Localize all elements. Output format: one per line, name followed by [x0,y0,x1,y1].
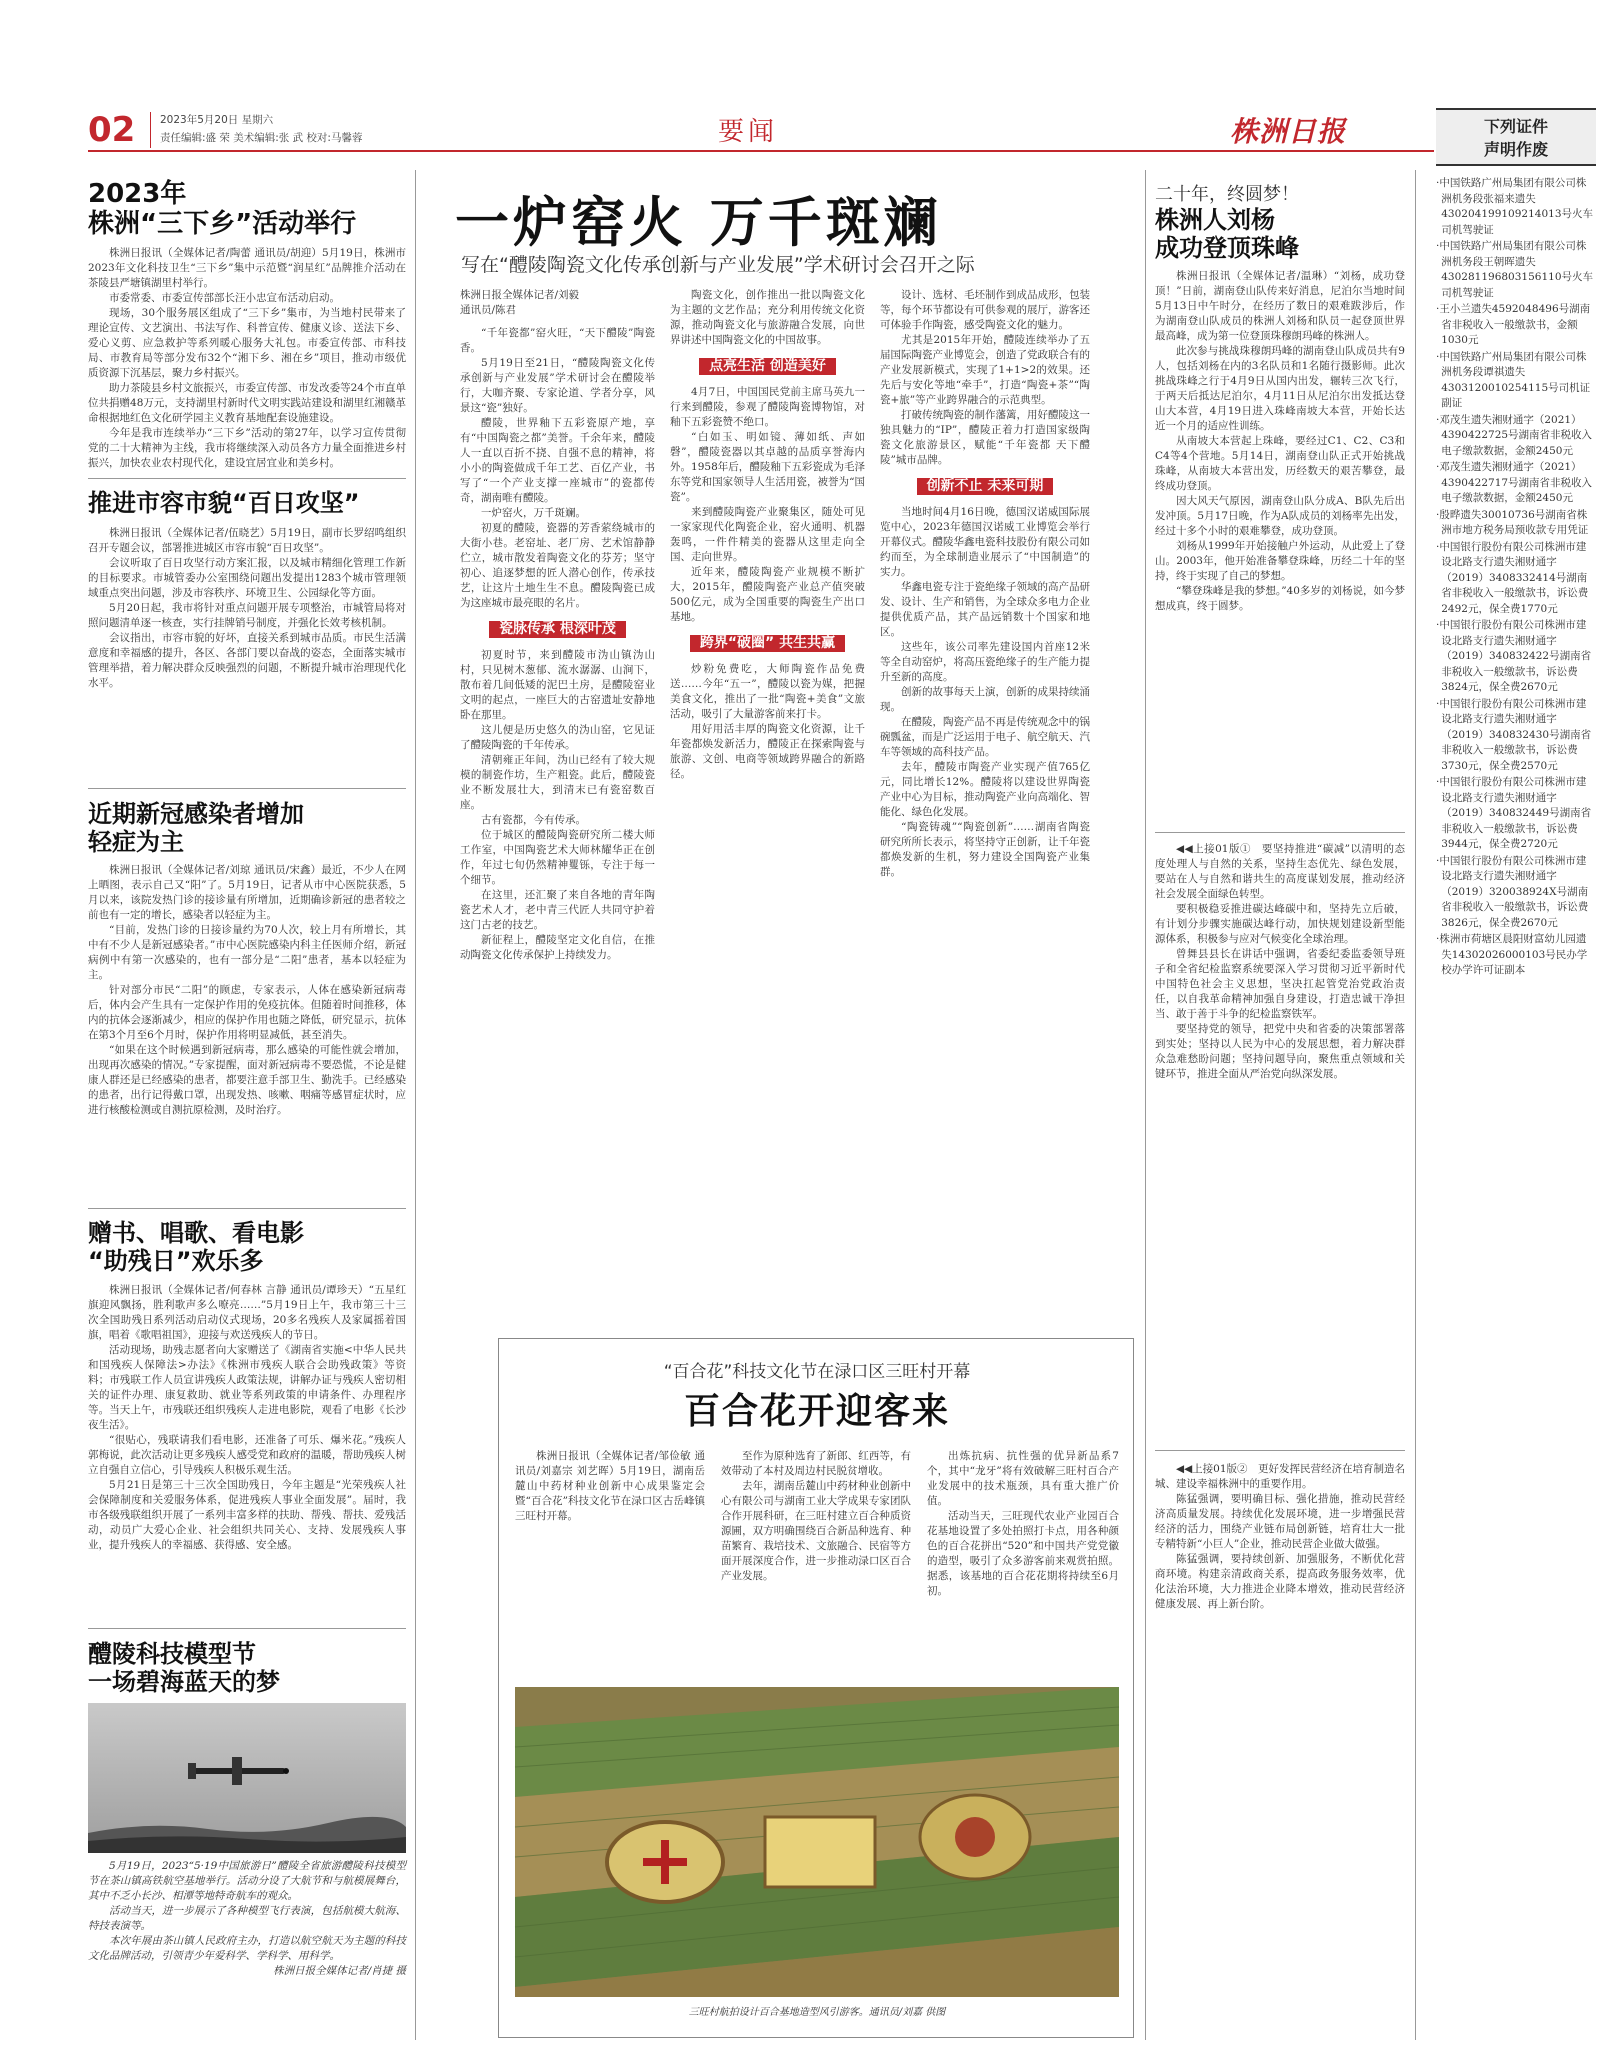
headline-line2: 一场碧海蓝天的梦 [88,1666,280,1696]
paragraph: 陈猛强调，要持续创新、加强服务，不断优化营商环境。构建亲清政商关系，提高政务服务效率，优化法治环境，大力推进企业降本增效，推动民营经济健康发展、再上新台阶。 [1155,1553,1405,1610]
baihe-headline: 百合花开迎客来 [683,1391,950,1432]
notices-title-line2: 声明作废 [1483,140,1548,159]
lily-field-aerial-photo [515,1687,1119,1997]
model-plane-photo [88,1703,406,1853]
paragraph: “陶瓷铸魂”“陶瓷创新”……湖南省陶瓷研究所所长表示，将坚持守正创新，让千年瓷都焕发新的生机，努力建设全国陶瓷产业集群。 [880,821,1090,878]
divider [1155,832,1405,833]
paragraph: 去年，湖南岳麓山中药材种业创新中心有限公司与湖南工业大学成果专家团队合作开展科研，在三旺村建立百合种质资源圃，双方明确围绕百合新品种选育、种苗繁育、栽培技术、文旅融合、民宿等方面开展深度合作，进一步推动渌口区百合产业发展。 [721,1480,911,1582]
paragraph: 要坚持党的领导，把党中央和省委的决策部署落到实处；坚持以人民为中心的发展思想，着力解决群众急难愁盼问题；坚持问题导向，聚焦重点领域和关键环节，推进全面从严治党向纵深发展。 [1155,1023,1405,1080]
paragraph: 活动当天，进一步展示了各种模型飞行表演，包括航模大航海、特技表演等。 [88,1905,406,1933]
headline: 醴陵科技模型节 [88,1639,256,1668]
notice-item: ·中国铁路广州局集团有限公司株洲机务段王朝晖遗失430281196803156110号火车司机驾驶证 [1436,240,1593,299]
notice-item: ·中国铁路广州局集团有限公司株洲机务段谭祺遗失4303120010254115号司机证副证 [1436,350,1591,409]
section-tag [880,478,1090,495]
notice-item: ·中国银行股份有限公司株洲市建设北路支行遗失湘财通字（2019）340832422号湖南省非税收入一般缴款书，诉讼费3824元，保全费2670元 [1436,619,1592,693]
paragraph: 这些年，该公司率先建设国内首座12米等全自动窑炉，将高压瓷绝缘子的生产能力提升至新的高度。 [880,641,1090,683]
baihe-subhead: “百合花”科技文化节在渌口区三旺村开幕 [663,1362,971,1382]
section-tag [670,358,865,375]
article-zhucanri [88,1220,406,1620]
paragraph: 初夏时节，来到醴陵市沩山镇沩山村，只见树木葱郁、流水潺潺、山涧下，散布着几间低矮的泥巴土房，是醴陵窑业文明的起点，一座巨大的古窑遗址安静地卧在那里。 [460,649,655,721]
notice-item: ·中国银行股份有限公司株洲市建设北路支行遗失湘财通字（2019）340833241​4号湖南省非税收入一般缴款书，诉讼费2492元，保全费1770元 [1436,540,1589,615]
notice-item: ·中国银行股份有限公司株洲市建设北路支行遗失湘财通字（2019）320038924​X号湖南省非税收入一般缴款书，诉讼费3826元，保全费2670元 [1436,854,1589,929]
main-feature [425,180,1135,961]
feature-column-3 [880,288,1090,1333]
baihe-box [498,1338,1134,2038]
headline-kicker: 2023年 [88,179,187,209]
paragraph: 去年，醴陵市陶瓷产业实现产值765亿元，同比增长12%。醴陵将以建设世界陶瓷产业中心为目标，推动陶瓷产业向高端化、智能化、绿色化发展。 [880,761,1090,818]
paragraph: 一炉窑火，万千斑斓。 [481,507,586,519]
paragraph: 会议听取了百日攻坚行动方案汇报，以及城市精细化管理工作新的目标要求。市城管委办公室围绕问题出发提出1283个城市管理领域重点突出问题，涉及市容秩序、环境卫生、公园绿化等方面。 [88,556,406,599]
feature-column-1 [460,288,655,1333]
paragraph: 在醴陵，陶瓷产品不再是传统观念中的锅碗瓢盆，而是广泛运用于电子、航空航天、汽车等领域的高科技产品。 [880,716,1090,758]
article-liuyang [1155,180,1405,825]
paragraph: 株洲日报讯（全媒体记者/何春林 言静 通讯员/谭珍天）“五星红旗迎风飘扬，胜利歌声多么嘹亮……”5月19日上午，我市第三十三次全国助残日系列活动启动仪式现场，20多名残疾人及家属摇着国旗，唱着《歌唱祖国》，迎接与欢送残疾人的节日。 [88,1284,406,1342]
paragraph: 在这里，还汇聚了来自各地的青年陶瓷艺术人才，老中青三代匠人共同守护着这门古老的技艺。 [460,889,655,931]
page-number: 02 [88,110,136,150]
paragraph: 新征程上，醴陵坚定文化自信，在推动陶瓷文化传承保护上持续发力。 [460,934,655,961]
paragraph: 此次参与挑战珠穆朗玛峰的湖南登山队成员共有9人，包括刘杨在内的3名队员和1名随行摄影师。此次挑战珠峰之行于4月9日从国内出发，辗转三次飞行，于两天后抵达尼泊尔，4月11日从尼泊尔出发抵达登山大本营，4月19日进入珠峰南坡大本营，开始长达近一个月的适应性训练。 [1155,345,1405,433]
paragraph: 株洲日报讯（全媒体记者/陶蕾 通讯员/胡迎）5月19日，株洲市2023年文化科技卫生“三下乡”集中示范暨“润星红”品牌推介活动在茶陵县严塘镇湖里村举行。 [88,246,406,289]
divider [88,1208,406,1209]
kicker: 二十年，终圆梦！ [1155,184,1299,205]
article-body [88,246,406,471]
paragraph: “目前，发热门诊的日接诊量约为70人次，较上月有所增长，其中有不少人是新冠感染者。”市中心医院感染内科主任医师介绍，新冠病例中有第一次感染的，也有一部分是“二阳”患者，基本以轻症为主。 [88,924,406,982]
article-body [88,863,406,1118]
paragraph: 古有瓷都，今有传承。 [481,814,586,826]
masthead-divider [150,112,151,148]
paragraph: “白如玉、明如镜、薄如纸、声如磬”，醴陵瓷器以其卓越的品质享誉海内外。1958年后，醴陵釉下五彩瓷成为毛泽东等党和国家领导人生活用瓷，被誉为“国瓷”。 [670,431,865,503]
headline: 株洲“三下乡”活动举行 [88,208,357,239]
notices-panel [1436,108,1596,2028]
paragraph: 当地时间4月16日晚，德国汉诺威国际展览中心，2023年德国汉诺威工业博览会举行开幕仪式。醴陵华鑫电瓷科技股份有限公司如约而至，为全球制造业展示了“中国制造”的实力。 [880,506,1090,578]
headline: 近期新冠感染者增加 [88,799,304,828]
paragraph: 创新的故事每天上演，创新的成果持续涌现。 [880,686,1090,713]
paragraph: “千年瓷都”窑火旺，“天下醴陵”陶瓷香。 [460,327,655,354]
paragraph: 5月19日至21日，“醴陵陶瓷文化传承创新与产业发展”学术研讨会在醴陵举行，大咖齐聚、专家论道、学者分享，风景这“瓷”独好。 [460,357,655,414]
headline-line2: 轻症为主 [88,826,184,856]
paragraph: 本次年展由茶山镇人民政府主办，打造以航空航天为主题的科技文化品牌活动，引领青少年爱科学、学科学、用科学。 [88,1935,406,1963]
paragraph: ◀◀上接01版① 要坚持推进“碳减”以清明的态度处理人与自然的关系，坚持生态优先、绿色发展，要站在人与自然和谐共生的高度谋划发展，推动经济社会发展全面绿色转型。 [1155,843,1405,900]
article-body [1155,269,1405,614]
headline: 赠书、唱歌、看电影 [88,1219,304,1247]
notices-title: 下列证件 [1483,117,1548,136]
paragraph: “如果在这个时候遇到新冠病毒，那么感染的可能性就会增加，出现再次感染的情况。”专家提醒，面对新冠病毒不要恐慌，不论是健康人群还是已经感染的患者，都要注意手部卫生、勤洗手。已经感染的患者，出行记得戴口罩，出现发热、咳嗽、咽痛等感冒症状时，应进行核酸检测或自测抗原检测，及时治疗。 [88,1044,406,1117]
paragraph: 来到醴陵陶瓷产业聚集区，随处可见一家家现代化陶瓷企业，窑火通明、机器轰鸣，一件件精美的瓷器从这里走向全国、走向世界。 [670,506,865,563]
byline: 通讯员/陈君 [460,304,517,316]
divider [1155,1450,1405,1451]
paragraph: 活动现场，助残志愿者向大家赠送了《湖南省实施<中华人民共和国残疾人保障法>办法》《株洲市残疾人联合会助残政策》等资料；市残联工作人员宣讲残疾人政策法规，讲解办证与残疾人密切相关的证件办理、康复救助、就业等系列政策的申请条件、办理程序等。当天上午，市残联还组织残疾人走进电影院，观看了电影《长沙夜生活》。 [88,1344,406,1432]
column-rule [1415,170,1416,2040]
paragraph: 初夏的醴陵，瓷器的芳香萦绕城市的大街小巷。老窑址、老厂房、艺术馆静静伫立，城市散发着陶瓷文化的芬芳；坚守初心、追逐梦想的匠人潜心创作，传承技艺，让这片土地生生不息。醴陵陶瓷已成为这座城市最亮眼的名片。 [460,522,655,609]
main-subhead: 写在“醴陵陶瓷文化传承创新与产业发展”学术研讨会召开之际 [461,254,975,276]
article-body [88,526,406,691]
column-rule [1145,170,1146,2040]
paragraph: 5月21日是第三十三次全国助残日，今年主题是“光荣残疾人社会保障制度和关爱服务体系，促进残疾人事业全面发展”。届时，我市各级残联组织开展了一系列丰富多样的扶助、帮残、帮扶、爱残活动，动员广大爱心企业、社会组织共同关心、支持、发展残疾人事业，提升残疾人的幸福感、获得感、安全感。 [88,1479,406,1552]
notice-item: ·中国银行股份有限公司株洲市建设北路支行遗失湘财通字（2019）340832449号湖南省非税收入一般缴款书，诉讼费3944元，保全费2720元 [1436,776,1592,850]
photo-byline: 株洲日报全媒体记者/肖捷 摄 [273,1965,406,1978]
main-headline: 一炉窑火 万千斑斓 [455,191,942,254]
divider [88,788,406,789]
notice-item: ·株洲市荷塘区晨阳财富幼儿园遗失1430202600010​3号民办学校办学许可证副本 [1436,933,1588,976]
article-body [88,1283,406,1553]
paragraph: 陶瓷文化，创作推出一批以陶瓷文化为主题的文艺作品；充分利用传统文化资源，推动陶瓷文化与旅游融合发展，向世界讲述中国陶瓷文化的中国故事。 [670,289,865,346]
section-tag-label: 创新不止 未来可期 [917,478,1054,495]
paragraph: 5月20日起，我市将针对重点问题开展专项整治，市城管局将对照问题清单逐一核查，实行挂牌销号制度，并强化长效考核机制。 [88,601,406,629]
section-tag [460,621,655,638]
column-rule [415,170,416,2040]
feature-column-2 [670,288,865,1333]
byline: 株洲日报全媒体记者/刘毅 [460,289,580,301]
article-body [88,1859,406,1979]
headline-line2: “助残日”欢乐多 [88,1246,264,1275]
issue-date: 2023年5月20日 星期六 [160,114,274,126]
paragraph: 位于城区的醴陵陶瓷研究所二楼大师工作室，中国陶瓷艺术大师林耀华正在创作，年过七旬仍然精神矍铄，专注于每一个细节。 [460,829,655,886]
paragraph: 会议指出，市容市貌的好坏，直接关系到城市品质。市民生活满意度和幸福感的提升，各区、各部门要以奋战的姿态，全面落实城市管理举措，着力解决群众反映强烈的问题，不断提升城市治理现代化水平。 [88,631,406,689]
masthead-rule [88,150,1434,152]
editor-credits: 责任编辑:盛 荣 美术编辑:张 武 校对:马馨蓉 [160,132,363,144]
section-tag-label: 点亮生活 创造美好 [699,358,836,375]
paragraph: 曾舞县县长在讲话中强调，省委纪委监委领导班子和全省纪检监察系统要深入学习贯彻习近平新时代中国特色社会主义思想，坚决扛起管党治党政治责任，以自我革命精神加强自身建设，打造忠诚干净担当、敢于善于斗争的纪检监察铁军。 [1155,948,1405,1020]
paragraph: 炒粉免费吃，大师陶瓷作品免费送……今年“五一”，醴陵以瓷为媒，把握美食文化，推出了一批“陶瓷+美食”文旅活动，吸引了大量游客前来打卡。 [670,663,865,720]
notice-item: ·中国银行股份有限公司株洲市建设北路支行遗失湘财通字（2019）340832430号湖南省非税收入一般缴款书，诉讼费3730元，保全费2570元 [1436,697,1592,772]
notices-list [1436,176,1596,979]
paragraph: 5月19日，2023“5·19中国旅游日”醴陵全省旅游醴陵科技模型节在茶山镇高铁航空基地举行。活动分设了大航节和与航模展舞台，其中不乏小长沙、相潭等地特奇航车的观众。 [88,1860,406,1903]
paragraph: 株洲日报讯（全媒体记者/刘琼 通讯员/宋鑫）最近，不少人在网上晒图，表示自己又“阳”了。5月19日，记者从市中心医院获悉，5月以来，该院发热门诊的接诊量有所增加，近期确诊新冠的患者较之前也有一定的增长，感染者以轻症为主。 [88,864,406,922]
article-model-festival [88,1640,406,2045]
paragraph: 因大风天气原因，湖南登山队分成A、B队先后出发冲顶。5月17日晚，作为A队成员的刘杨率先出发，经过十多个小时的艰难攀登，成功登顶。 [1155,495,1405,538]
paragraph: 株洲日报讯（全媒体记者/温琳）“刘杨，成功登顶！”日前，湖南登山队传来好消息，尼泊尔当地时间5月13日中午时分，在经历了数日的艰难跋涉后，作为湖南登山队成员的株洲人刘杨和队员一起登顶世界最高峰，成为第一位登顶珠穆朗玛峰的株洲人。 [1155,270,1405,343]
photo-caption: 三旺村航拍设计百合基地造型风引游客。通讯员/刘嘉 供图 [688,2007,946,2018]
paragraph: 出炼抗病、抗性强的优异新品系7个，其中“龙牙”将有效破解三旺村百合产业发展中的技术瓶颈，具有重大推广价值。 [927,1450,1119,1507]
article-shirong [88,490,406,780]
masthead [0,0,1616,150]
notice-item: ·王小兰遗失459204849​6号湖南省非税收入一般缴款书，金额1030元 [1436,303,1591,346]
paragraph: 这儿便是历史悠久的沩山窑，它见证了醴陵陶瓷的千年传承。 [460,724,655,751]
paragraph: 从南坡大本营起上珠峰，要经过C1、C2、C3和C4等4个营地。5月14日，湖南登山队正式开始挑战珠峰，从南坡大本营出发，历经数天的艰苦攀登，最终成功登顶。 [1155,435,1405,493]
paragraph: 刘杨从1999年开始接触户外运动，从此爱上了登山。2003年，他开始准备攀登珠峰，历经二十年的坚持，终于实现了自己的梦想。 [1155,540,1405,583]
paragraph: 尤其是2015年开始，醴陵连续举办了五届国际陶瓷产业博览会，创造了党政联合有的产业发展新模式，实现了1+1>2的效果。还先后与安化等地“牵手”，打造“陶瓷+茶”“陶瓷+旅”等产业跨界融合的示范典型。 [880,334,1090,406]
section-tag-label: 跨界“破圈” 共生共赢 [690,635,845,652]
paragraph: 今年是我市连续举办“三下乡”活动的第27年，以学习宣传贯彻党的二十大精神为主线，我市将继续深入动员各方力量全面推进乡村振兴，加快农业农村现代化，建设宜居宜业和美乡村。 [88,426,406,469]
newspaper-logo: 株洲日报 [1230,115,1347,148]
paragraph: 株洲日报讯（全媒体记者/邹俭敏 通讯员/刘嘉宗 刘艺晖）5月19日，湖南岳麓山中药材种业创新中心成果鉴定会暨“百合花”科技文化节在渌口区古岳峰镇三旺村开幕。 [515,1450,705,1522]
paragraph: 助力茶陵县乡村文旅振兴，市委宣传部、市发改委等24个市直单位共捐赠48万元，支持湖里村新时代文明实践站建设和湖里红湘赣革命根据地红色文化研学园主义教育基地配套设施建设。 [88,381,406,424]
paragraph: 株洲日报讯（全媒体记者/伍晓艺）5月19日，副市长罗绍鸣组织召开专题会议，部署推进城区市容市貌“百日攻坚”。 [88,526,406,554]
article-sanxiaxiang [88,180,406,470]
paragraph: 活动当天，三旺现代农业产业园百合花基地设置了多处拍照打卡点，用各种颜色的百合花拼出“520”和中国共产党党徽的造型，吸引了众多游客前来观赏拍照。据悉，该基地的百合花花期将持续至6月初。 [927,1510,1119,1597]
paragraph: 用好用活丰厚的陶瓷文化资源，让千年瓷都焕发新活力，醴陵正在探索陶瓷与旅游、文创、电商等领域跨界融合的新路径。 [670,723,865,780]
paragraph: 华鑫电瓷专注于瓷绝缘子领域的高产品研发、设计、生产和销售，为全球众多电力企业提供优质产品，其产品远销数十个国家和地区。 [880,581,1090,638]
paragraph: 陈猛强调，要明确目标、强化措施，推动民营经济高质量发展。持续优化发展环境，进一步增强民营经济的活力，围绕产业链布局创新链，培育壮大一批专精特新“小巨人”企业，推动民营企业做大做强。 [1155,1493,1405,1550]
paragraph: 醴陵，世界釉下五彩瓷原产地，享有“中国陶瓷之都”美誉。千余年来，醴陵人一直以百折不挠、自强不息的精神，将小小的陶瓷做成千年工艺、百亿产业，书写了“一个产业支撑一座城市”的瓷都传奇，湖南唯有醴陵。 [460,417,655,504]
paragraph: 市委常委、市委宣传部部长汪小忠宣布活动启动。 [109,291,340,304]
baihe-column-1 [515,1449,705,1679]
jump-continuation-2 [1155,1462,1405,2042]
notice-item: ·中国铁路广州局集团有限公司株洲机务段张福来遗失4302041991092140​13号火车司机驾驶证 [1436,177,1593,236]
baihe-column-3 [927,1449,1119,1679]
paragraph: 针对部分市民“二阳”的顾虑，专家表示，人体在感染新冠病毒后，体内会产生具有一定保护作用的免疫抗体。但随着时间推移，体内的抗体会逐渐减少，相应的保护作用也随之降低，研究显示，抗体在第3个月至6个月时，保护作用将明显减低，甚至消失。 [88,984,406,1042]
section-title: 要闻 [718,117,779,147]
paragraph: 要积极稳妥推进碳达峰碳中和，坚持先立后破，有计划分步骤实施碳达峰行动，加快规划建设新型能源体系，积极参与应对气候变化全球治理。 [1155,903,1405,945]
paragraph: 现场，30个服务展区组成了“三下乡”集市，为当地村民带来了理论宣传、文艺演出、书法写作、科普宣传、健康义诊、送法下乡、爱心义剪、应急救护等系列暖心服务大礼包。市委宣传部、市科技局、市教育局等部分发布32个“湘下乡、湘在乡”项目，推动市级优质资源下沉基层，聚力乡村振兴。 [88,306,406,379]
headline: 株洲人刘杨 [1155,205,1275,234]
paragraph: ◀◀上接01版② 更好发挥民营经济在培育制造名城、建设幸福株洲中的重要作用。 [1155,1463,1406,1490]
jump-continuation-1 [1155,842,1405,1442]
paragraph: 打破传统陶瓷的制作藩篱，用好醴陵这一独具魅力的“IP”，醴陵正着力打造国家级陶瓷文化旅游景区，赋能“千年瓷都 天下醴陵”城市品牌。 [880,409,1090,466]
article-covid [88,800,406,1200]
paragraph: “很贴心，残联请我们看电影，还准备了可乐、爆米花。”残疾人郭梅说，此次活动让更多残疾人感受党和政府的温暖，帮助残疾人树立自强自立信心，引导残疾人积极乐观生活。 [88,1434,406,1477]
paragraph: “攀登珠峰是我的梦想。”40多岁的刘杨说，如今梦想成真，终于圆梦。 [1155,585,1405,613]
notices-header [1436,108,1596,166]
paragraph: 至作为原种选育了新郎、红西等，有效带动了本村及周边村民脱贫增收。 [721,1450,911,1477]
paragraph: 清朝雍正年间，沩山已经有了较大规模的制瓷作坊，生产粗瓷。此后，醴陵瓷业不断发展壮大，到清末已有瓷窑数百座。 [460,754,655,811]
headline: 推进市容市貌“百日攻坚” [88,489,360,517]
baihe-column-2 [721,1449,911,1679]
notice-item: ·殷晔遗失30010736号湖南省株洲市地方税务局预收款专用凭证 [1436,508,1589,536]
section-tag-label: 瓷脉传承 根深叶茂 [489,621,626,638]
paragraph: 近年来，醴陵陶瓷产业规模不断扩大，2015年，醴陵陶瓷产业总产值突破500亿元，成为全国重要的陶瓷生产出口基地。 [670,566,865,623]
notice-item: ·邓茂生遗失湘财通字（2021）4390422717号湖南省非税收入电子缴款数据，金额2450元 [1436,461,1593,504]
paragraph: 4月7日，中国国民党前主席马英九一行来到醴陵，参观了醴陵陶瓷博物馆，对釉下五彩瓷赞不绝口。 [670,386,865,428]
divider [88,1628,406,1629]
headline-line2: 成功登顶珠峰 [1155,232,1299,262]
paragraph: 设计、选材、毛坯制作到成品成形，包装等，每个环节都设有可供参观的展厅，游客还可体验手作陶瓷，感受陶瓷文化的魅力。 [880,289,1090,331]
notice-item: ·邓茂生遗失湘财通字（2021）4390422725号湖南省非税收入电子缴款数据，金额2450元 [1436,413,1593,457]
divider [88,478,406,479]
section-tag [670,635,865,652]
